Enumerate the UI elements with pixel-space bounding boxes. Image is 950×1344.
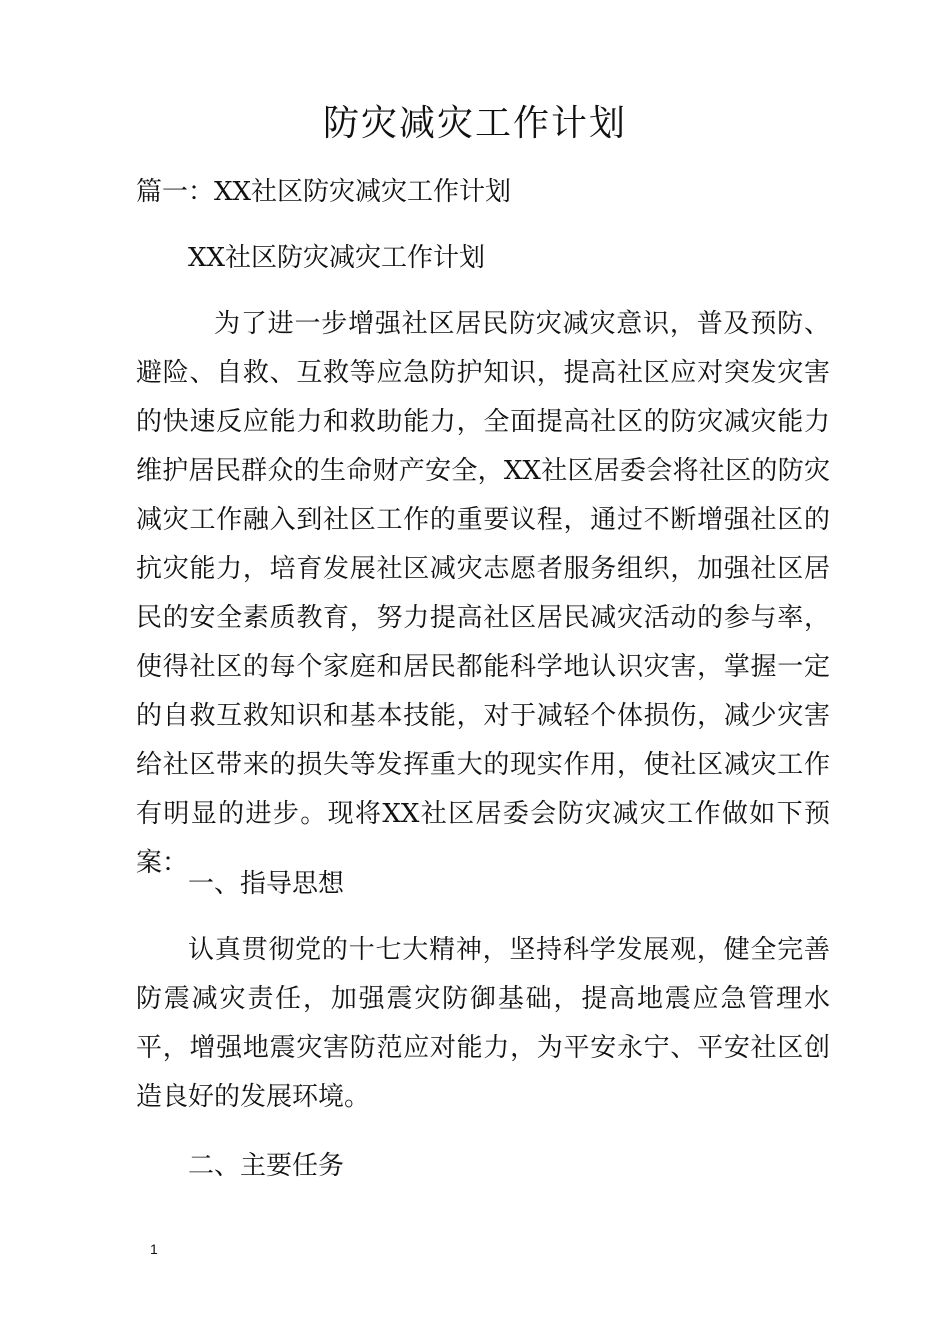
heading-guiding-thought: 一、指导思想 (188, 869, 345, 899)
intro-paragraph: 为了进一步增强社区居民防灾减灾意识，普及预防、避险、自救、互救等应急防护知识，提高社区应对突发灾害的快速反应能力和救助能力，全面提高社区的防灾减灾能力维护居民群众的生命财产安全，XX社区居委会将社区的防灾减灾工作融入到社区工作的重要议程，通过不断增强社区的抗灾能力，培育发展社区减灾志愿者服务组织，加强社区居民的安全素质教育，努力提高社区居民减灾活动的参与率，使得社区的每个家庭和居民都能科学地认识灾害，掌握一定的自救互救知识和基本技能，对于减轻个体损伤，减少灾害给社区带来的损失等发挥重大的现实作用，使社区减灾工作有明显的进步。现将XX社区居委会防灾减灾工作做如下预案： (136, 309, 830, 878)
sub-title: XX社区防灾减灾工作计划 (188, 243, 486, 273)
guiding-thought-paragraph: 认真贯彻党的十七大精神，坚持科学发展观，健全完善防震减灾责任，加强震灾防御基础，提高地震应急管理水平，增强地震灾害防范应对能力，为平安永宁、平安社区创造良好的发展环境。 (136, 935, 830, 1112)
section-heading: 篇一：XX社区防灾减灾工作计划 (136, 177, 512, 207)
page-number: 1 (150, 1241, 158, 1257)
heading-main-tasks: 二、主要任务 (188, 1151, 345, 1181)
document-title: 防灾减灾工作计划 (322, 103, 627, 144)
